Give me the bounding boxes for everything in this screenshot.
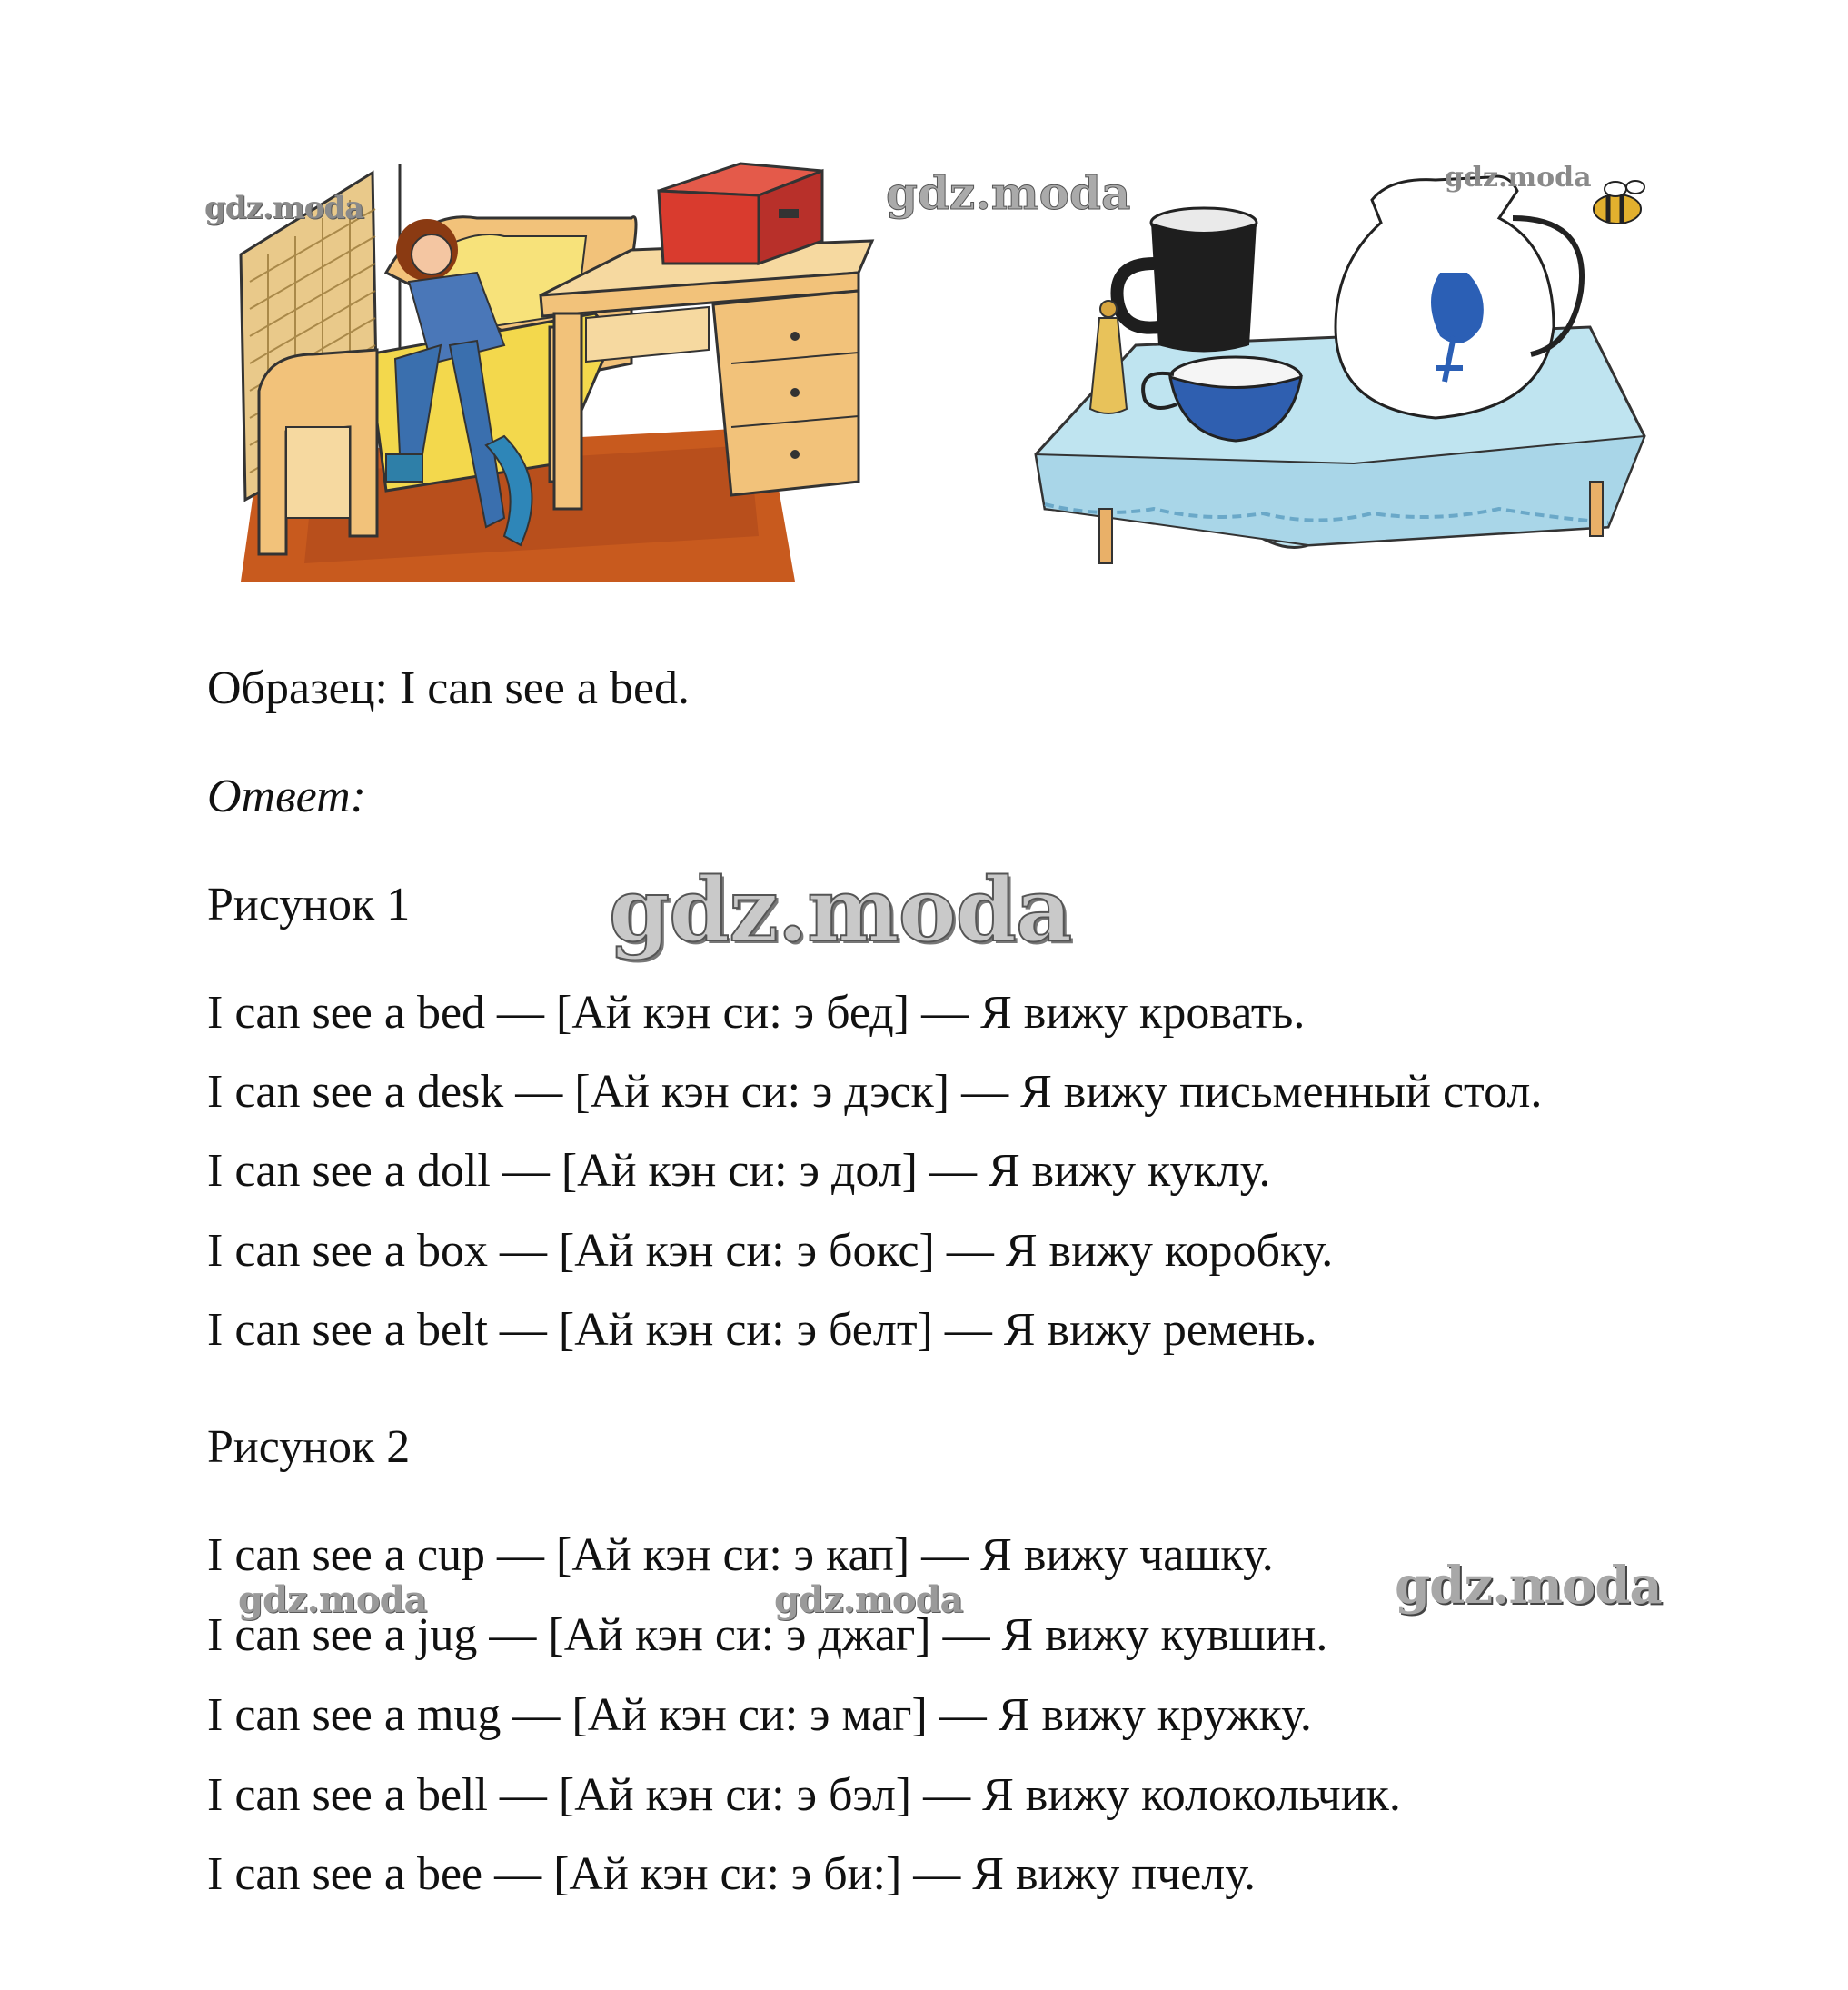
watermark-text: gdz.moda <box>1445 162 1592 194</box>
answer-line: I can see a belt — [Ай кэн си: э белт] — Я вижу ремень. <box>207 1304 1317 1356</box>
watermark-text: gdz.moda <box>774 1578 963 1621</box>
picture1-heading: Рисунок 1 <box>207 879 411 930</box>
answer-line: I can see a jug — [Ай кэн си: э джаг] — Я вижу кувшин. <box>207 1609 1328 1661</box>
answer-line: I can see a doll — [Ай кэн си: э дол] — Я вижу куклу. <box>207 1145 1271 1197</box>
watermark-text: gdz.moda <box>238 1578 427 1621</box>
answer-line: I can see a bee — [Ай кэн си: э би:] — Я вижу пчелу. <box>207 1848 1257 1900</box>
sample-sentence: Образец: I can see a bed. <box>207 662 691 714</box>
watermark-text: gdz.moda <box>886 166 1131 220</box>
answer-line: I can see a box — [Ай кэн си: э бокс] — Я вижу коробку. <box>207 1225 1334 1277</box>
answer-line: I can see a bed — [Ай кэн си: э бед] — Я вижу кровать. <box>207 987 1306 1039</box>
table-illustration <box>1008 164 1672 591</box>
watermark-text: gdz.moda <box>204 190 364 226</box>
answer-line: I can see a cup — [Ай кэн си: э кап] — Я вижу чашку. <box>207 1529 1274 1581</box>
watermark-text: gdz.moda <box>1395 1556 1662 1616</box>
answer-line: I can see a desk — [Ай кэн си: э дэск] — Я вижу письменный стол. <box>207 1066 1543 1118</box>
answer-line: I can see a mug — [Ай кэн си: э маг] — Я вижу кружку. <box>207 1689 1312 1741</box>
box <box>659 164 822 264</box>
picture2-heading: Рисунок 2 <box>207 1421 411 1473</box>
bee <box>1594 181 1644 224</box>
mug <box>1118 208 1257 353</box>
answer-line: I can see a bell — [Ай кэн си: э бэл] — Я вижу колокольчик. <box>207 1769 1401 1821</box>
bedroom-illustration <box>204 154 1131 582</box>
watermark-large: gdz.moda <box>609 859 1072 961</box>
answer-heading: Ответ: <box>207 771 366 822</box>
